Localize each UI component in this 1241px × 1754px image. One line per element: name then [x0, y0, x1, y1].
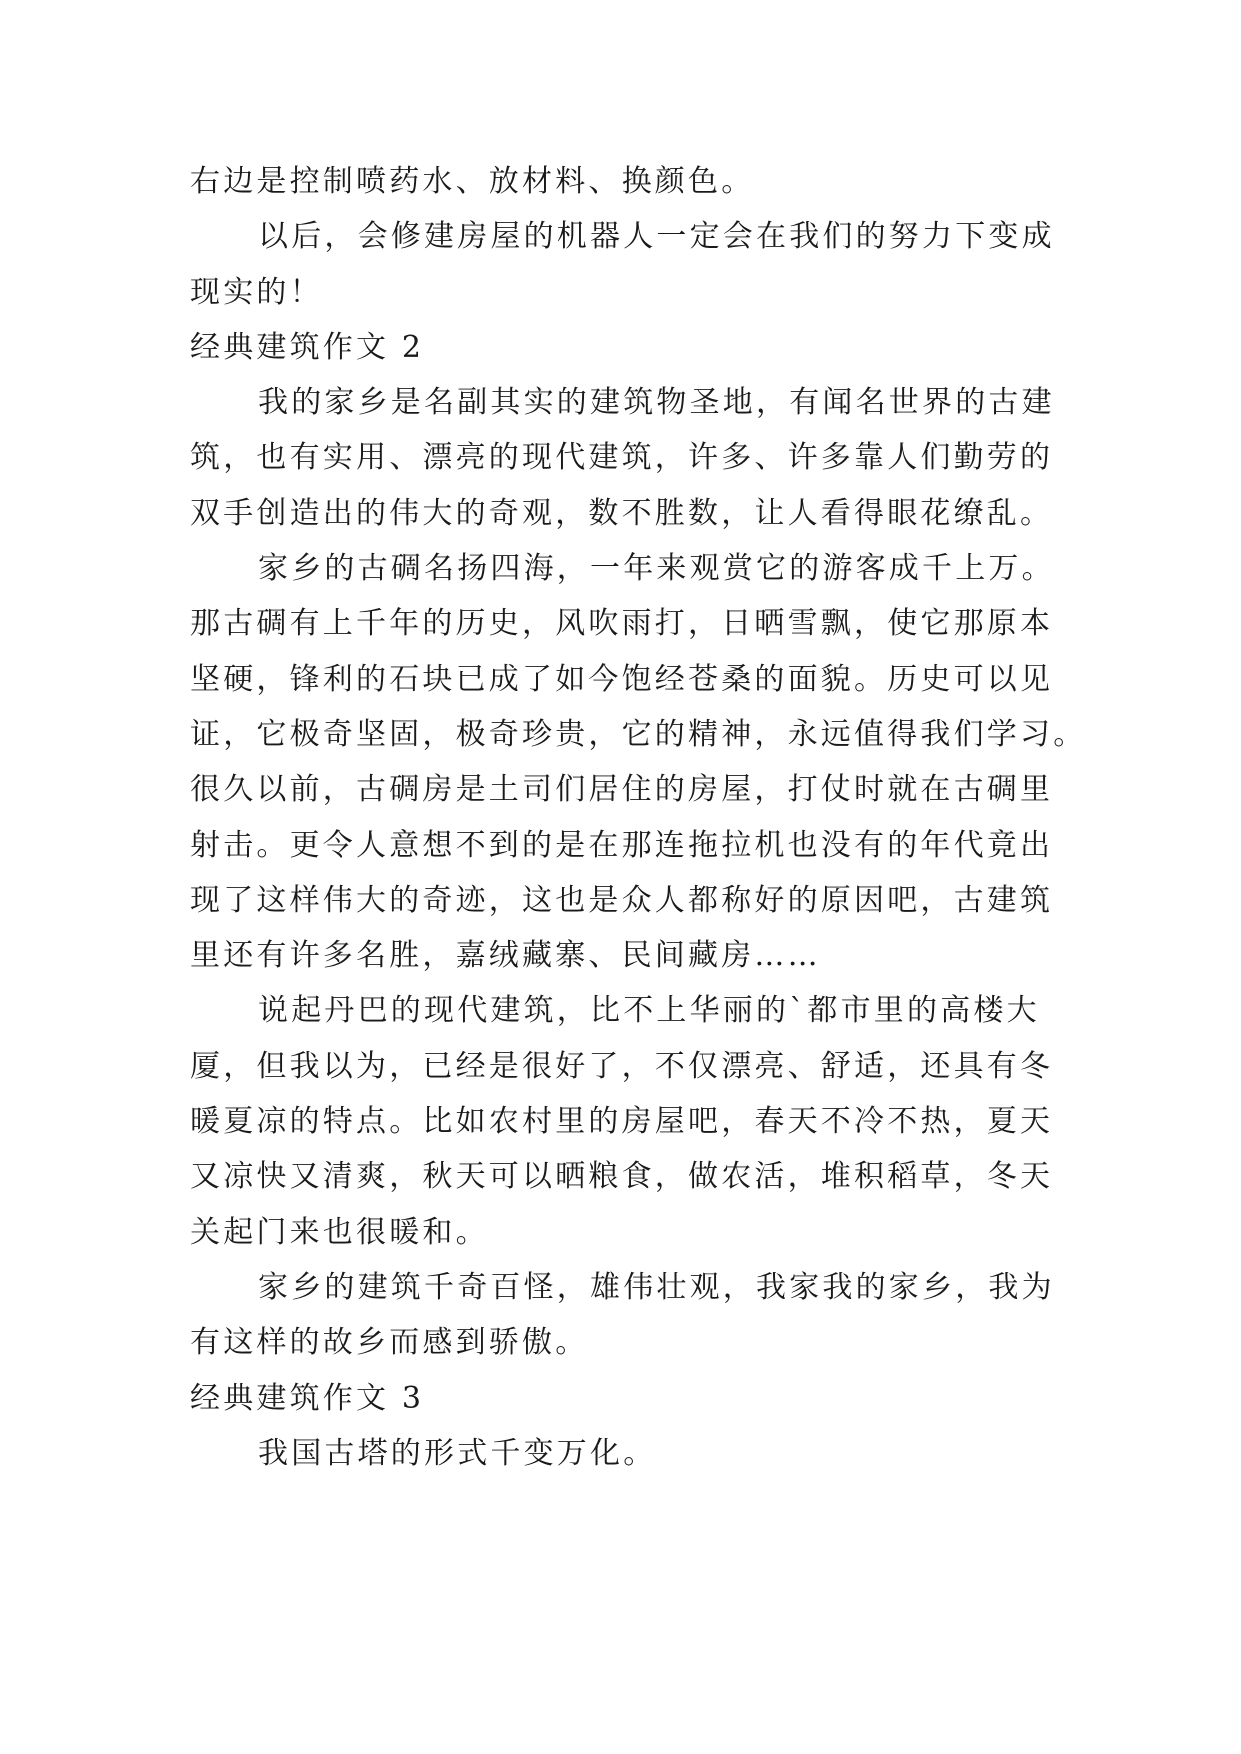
paragraph-start: 以后，会修建房屋的机器人一定会在我们的努力下变成 — [258, 219, 1055, 255]
paragraph-start: 我国古塔的形式千变万化。 — [258, 1435, 657, 1471]
section-heading-2: 经典建筑作文 2 — [190, 329, 425, 365]
text-line: 现了这样伟大的奇迹，这也是众人都称好的原因吧，古建筑 — [190, 882, 1054, 918]
text-line: 证，它极奇坚固，极奇珍贵，它的精神，永远值得我们学习。 — [190, 716, 1087, 752]
text-line: 里还有许多名胜，嘉绒藏寨、民间藏房…… — [190, 938, 821, 974]
text-line: 那古碉有上千年的历史，风吹雨打，日晒雪飘，使它那原本 — [190, 606, 1054, 642]
paragraph-start: 我的家乡是名副其实的建筑物圣地，有闻名世界的古建 — [258, 385, 1055, 421]
text-line: 很久以前，古碉房是土司们居住的房屋，打仗时就在古碉里 — [190, 772, 1054, 808]
text-line: 双手创造出的伟大的奇观，数不胜数，让人看得眼花缭乱。 — [190, 495, 1054, 531]
paragraph-start: 家乡的古碉名扬四海，一年来观赏它的游客成千上万。 — [258, 551, 1055, 587]
text-line: 右边是控制喷药水、放材料、换颜色。 — [190, 164, 755, 199]
text-line: 筑，也有实用、漂亮的现代建筑，许多、许多靠人们勤劳的 — [190, 440, 1054, 476]
paragraph-start: 家乡的建筑千奇百怪，雄伟壮观，我家我的家乡，我为 — [258, 1269, 1055, 1305]
text-line: 厦，但我以为，已经是很好了，不仅漂亮、舒适，还具有冬 — [190, 1048, 1054, 1084]
text-line: 射击。更令人意想不到的是在那连拖拉机也没有的年代竟出 — [190, 827, 1054, 863]
text-line: 有这样的故乡而感到骄傲。 — [190, 1325, 589, 1361]
text-line: 又凉快又清爽，秋天可以晒粮食，做农活，堆积稻草，冬天 — [190, 1159, 1054, 1195]
section-heading-3: 经典建筑作文 3 — [190, 1380, 425, 1416]
text-line: 坚硬，锋利的石块已成了如今饱经苍桑的面貌。历史可以见 — [190, 661, 1054, 697]
text-line: 暖夏凉的特点。比如农村里的房屋吧，春天不冷不热，夏天 — [190, 1104, 1054, 1140]
text-line: 现实的！ — [190, 274, 323, 310]
text-line: 关起门来也很暖和。 — [190, 1214, 489, 1250]
document-body — [190, 154, 1087, 1481]
paragraph-start: 说起丹巴的现代建筑，比不上华丽的`都市里的高楼大 — [258, 993, 1040, 1029]
